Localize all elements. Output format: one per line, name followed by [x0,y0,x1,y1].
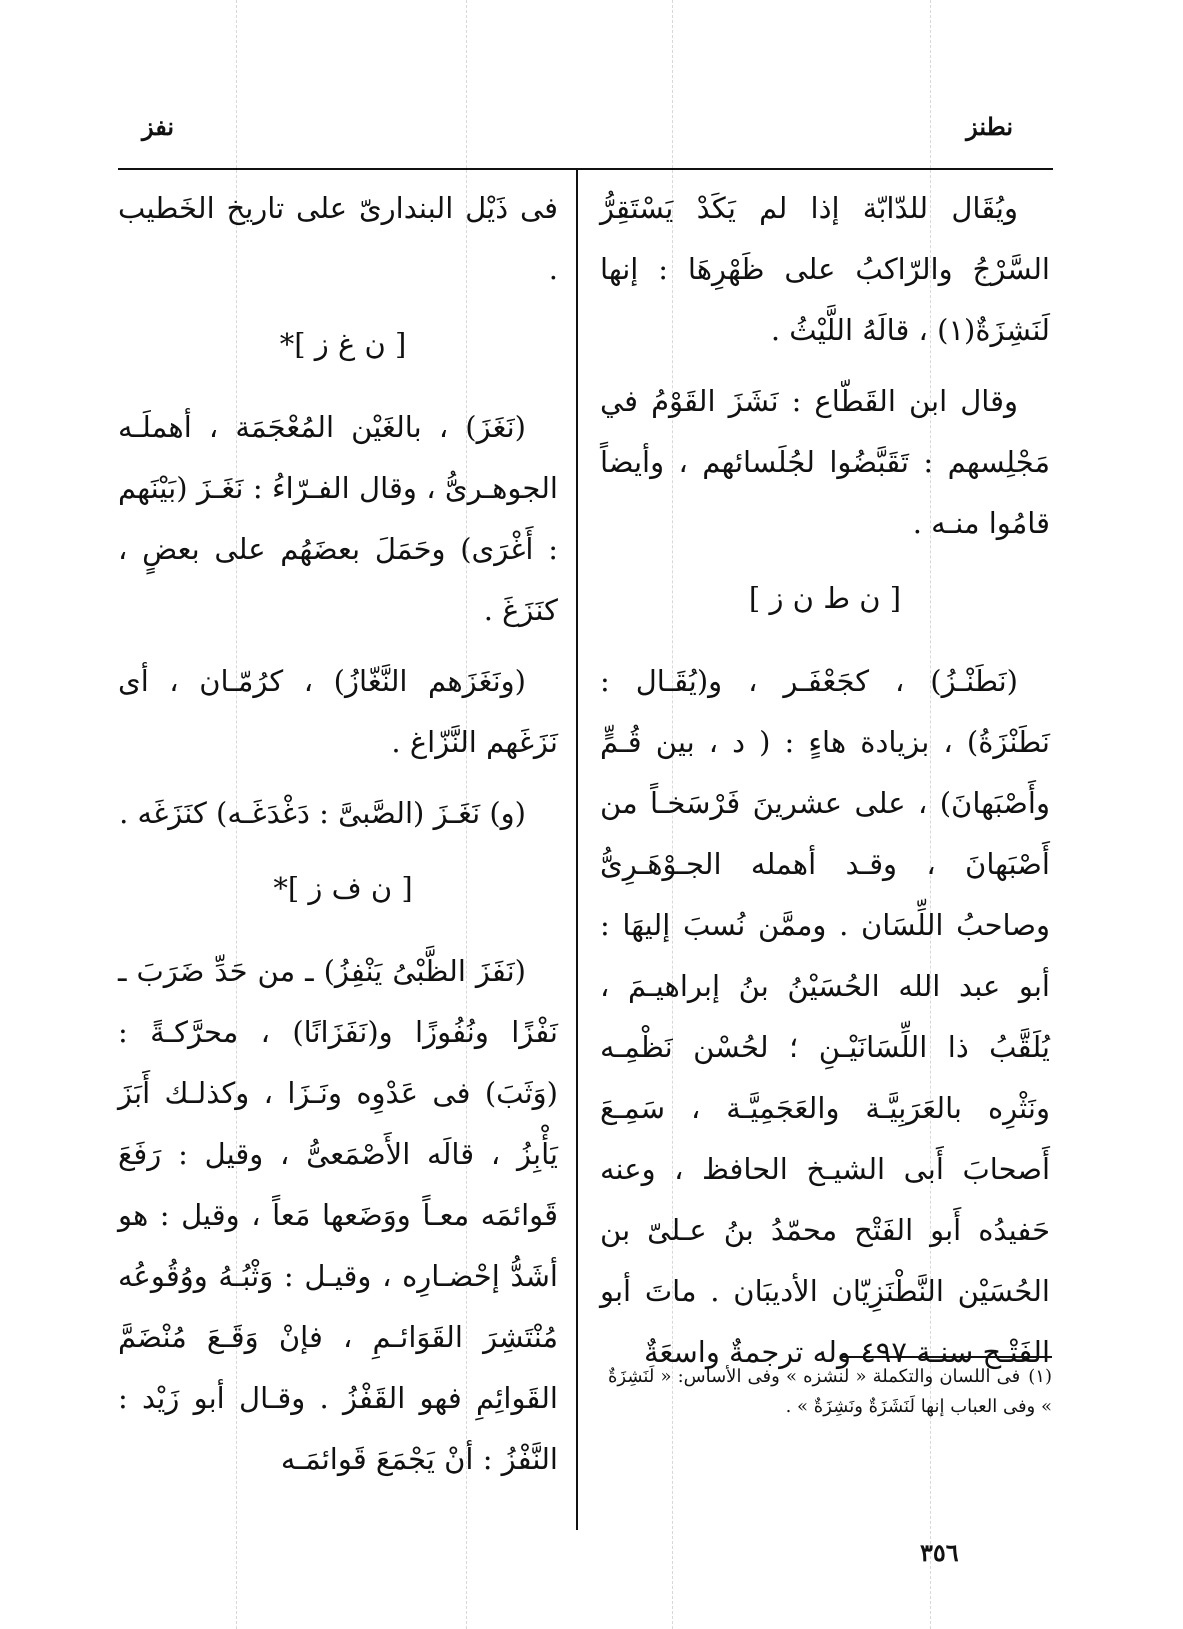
column-divider [576,170,578,1530]
entry-heading-text: [ ن ف ز ] [287,871,413,905]
entry-heading-text: [ ن غ ز ] [294,327,407,361]
paragraph: فى ذَيْل البندارىّ على تاريخ الخَطيب . [118,191,558,286]
star-icon: * [279,327,295,361]
paragraph: (و) نَغَـزَ (الصَّبىَّ : دَغْدَغَـه) كنَزَغَه . [119,796,526,830]
page-number: ٣٥٦ [920,1538,959,1567]
paragraph: وقال ابن القَطّاع : نَشَزَ القَوْمُ في مَجْلِسهم : تَقَبَّضُوا لجُلَسائهم ، وأيضاً قامُوا منـه . [600,384,1050,540]
right-column [600,178,1050,1393]
entry-paragraph: (نَفَزَ الظَّبْىُ يَنْفِزُ) ـ من حَدِّ ضَرَبَ ـ نَفْزًا ونُفُوزًا و(نَفَزَانًا) ، محرَّكـةً : (وَثَبَ) فى عَدْوِه ونَـزَا ، وكذلـك أَبَزَ يَأْبِزُ ، قالَه الأَصْمَعىُّ ، وقيل : رَفَعَ قَوائمَه معـاً ووَضَعها مَعاً ، وقيل : هو أشَدُّ إحْضـارِه ، وقيـل : وَثْبُـهُ ووُقُوعُه مُنْتَشِرَ القَوَائـمِ ، فإنْ وَقَـعَ مُنْضَمَّ القَوائِمِ فهو القَفْزُ . وقـال أبو زَيْد : النَّفْزُ : أنْ يَجْمَعَ قَوائمَـه [118,954,558,1476]
footnote [608,1362,1052,1422]
entry-paragraph: (نَطَنْـزُ) ، كجَعْفَـر ، و(يُقَـال : نَطَنْزَةُ) ، بزيادة هاءٍ : ( د ، بين قُـمٍّ وأَصْبَهانَ) ، على عشرينَ فَرْسَخـاً من أَصْبَهانَ ، وقـد أهمله الجـوْهَـرِىُّ وصاحبُ اللِّسَان . وممَّن نُسبَ إليهَا : أبو عبد الله الحُسَيْنُ بنُ إبراهيـمَ ، يُلَقَّبُ ذا اللِّسَانَيْـنِ ؛ لحُسْن نَظْمِـه ونَثْرِه بالعَرَبِيَّـة والعَجَمِيَّـة ، سَمِـعَ أَصحابَ أَبى الشيـخ الحافظ ، وعنه حَفيدُه أَبو الفَتْح محمّدُ بنُ عـلىّ بن الحُسَيْن النَّطْنَزِيّان الأديبَان . ماتَ أبو الفَتْـح سنـة ٤٩٧ وله ترجمةٌ واسعَةٌ [600,664,1050,1369]
entry-heading-ngz [118,314,558,375]
running-head-right: نطنز [966,112,1013,141]
paragraph: (ونَغَزَهم النَّغّازُ) ، كرُمّـان ، أى نَزَغَهم النَّزّاغ . [118,664,558,759]
footnote-text: فى اللسان والتكملة « لنشزه » وفى الأساس: « لَنَشِزَةٌ » وفى العباب إنها لَنَشَزَةٌ ونَشِزَةٌ » . [608,1366,1052,1417]
footnote-rule [842,1356,1052,1358]
header-rule [118,168,1053,170]
running-head-left: نفز [142,112,175,141]
paragraph: ويُقَال للدّابّة إذا لم يَكَدْ يَسْتَقِرُّ السَّرْجُ والرّاكبُ على ظَهْرِهَا : إنها لَنَشِزَةٌ(١) ، قالَهُ اللَّيْثُ . [600,191,1050,347]
entry-heading-ntnz: [ ن ط ن ز ] [748,581,902,615]
entry-heading-nfz [118,858,558,919]
star-icon: * [273,871,288,905]
footnote-marker: (١) [1028,1366,1052,1387]
paragraph: (نَغَزَ) ، بالغَيْن المُعْجَمَة ، أهملَـه الجوهـرىُّ ، وقال الفـرّاءُ : نَغَـزَ (بَيْنَهم : أَغْرَى) وحَمَلَ بعضَهُم على بعضٍ ، كنَزَغَ . [118,410,558,627]
left-column [118,178,558,1500]
